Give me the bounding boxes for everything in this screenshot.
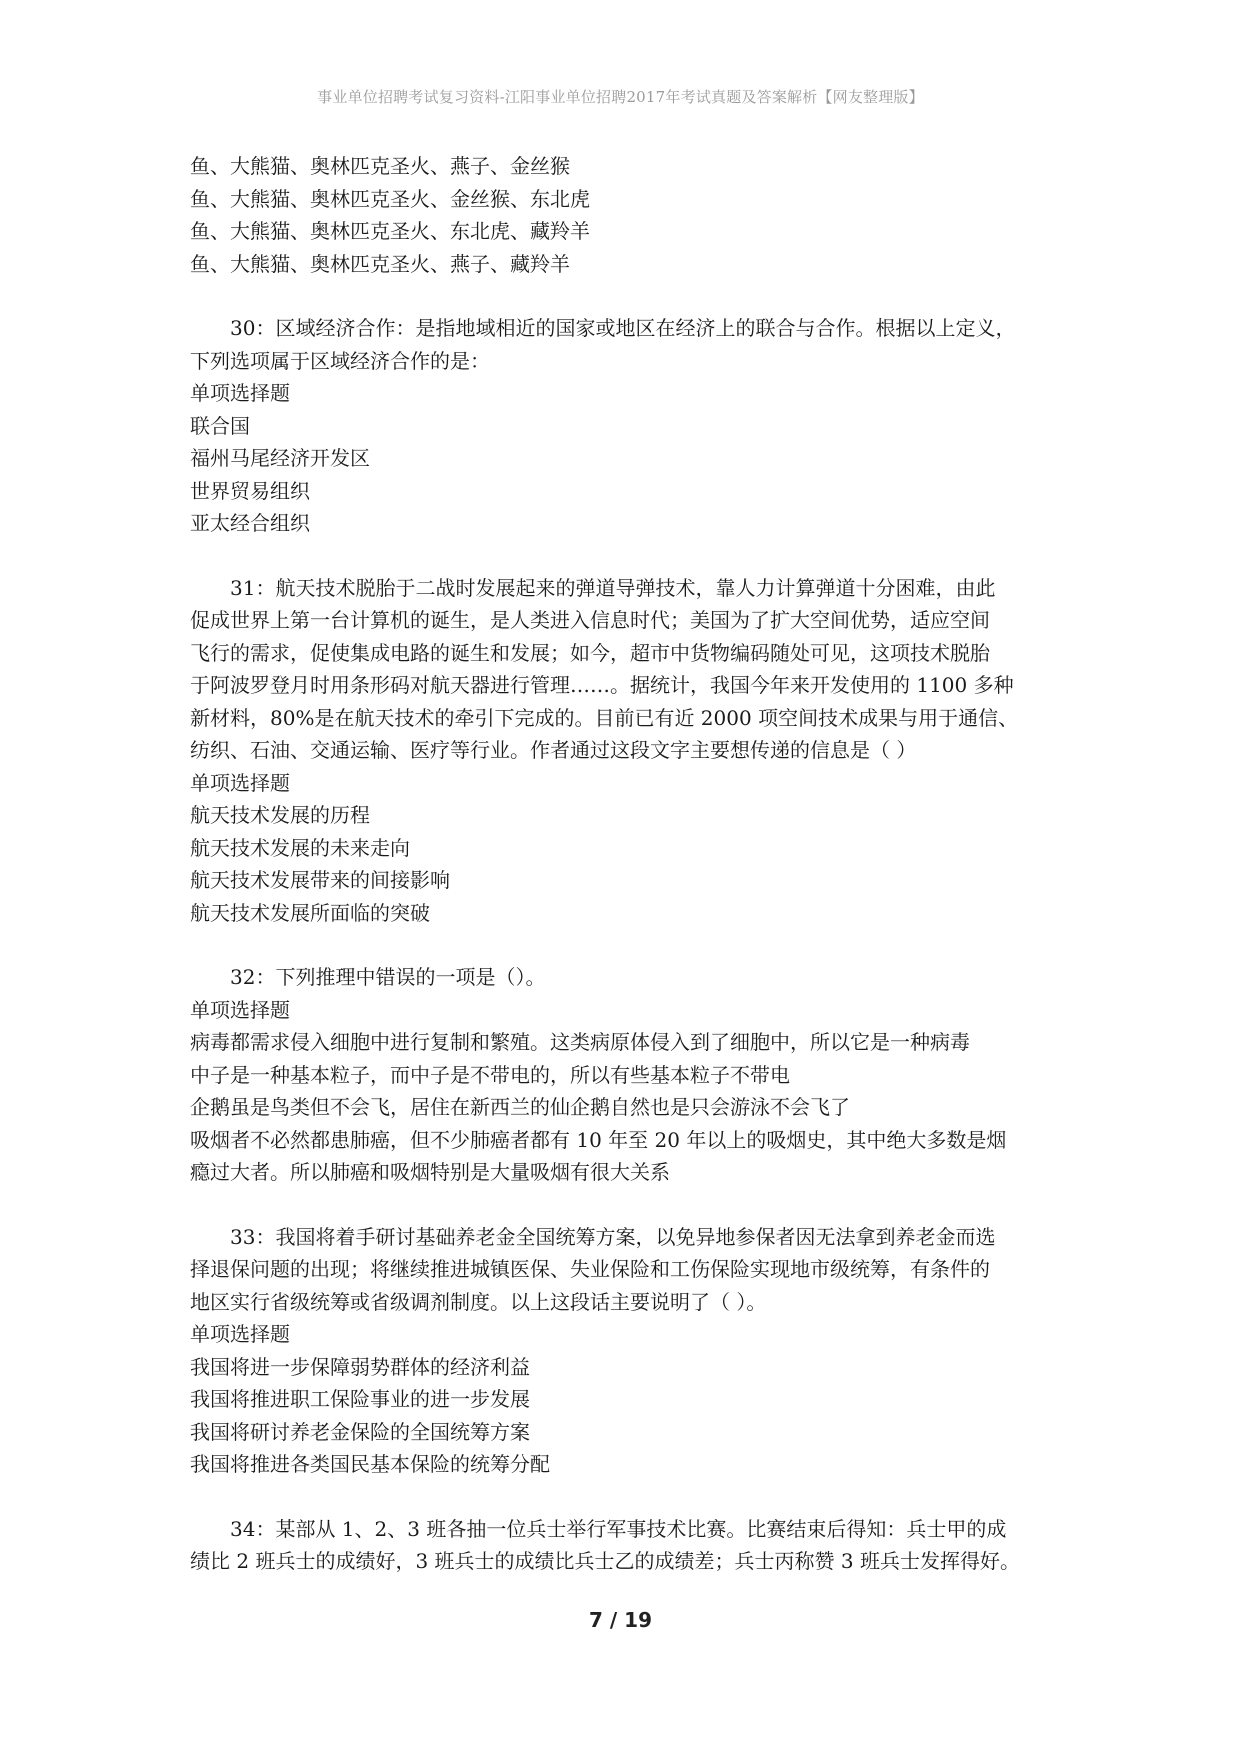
question-31 — [190, 572, 1070, 930]
option-line: 航天技术发展带来的间接影响 — [190, 868, 450, 892]
question-stem: 34：某部从 1、2、3 班各抽一位兵士举行军事技术比赛。比赛结束后得知：兵士甲的成 — [230, 1516, 1007, 1541]
page-header: 事业单位招聘考试复习资料-江阳事业单位招聘2017年考试真题及答案解析【网友整理版】 — [317, 88, 924, 106]
option-line: 我国将研讨养老金保险的全国统筹方案 — [190, 1419, 530, 1444]
question-type: 单项选择题 — [190, 1322, 290, 1346]
option-line: 福州马尾经济开发区 — [190, 446, 370, 470]
question-stem: 纺织、石油、交通运输、医疗等行业。作者通过这段文字主要想传递的信息是（ ） — [190, 738, 917, 762]
question-type: 单项选择题 — [190, 770, 290, 795]
option-line: 世界贸易组织 — [190, 478, 310, 503]
option-line: 企鹅虽是鸟类但不会飞，居住在新西兰的仙企鹅自然也是只会游泳不会飞了 — [190, 1095, 850, 1119]
question-32 — [190, 961, 1070, 1189]
option-line: 病毒都需求侵入细胞中进行复制和繁殖。这类病原体侵入到了细胞中，所以它是一种病毒 — [190, 1030, 970, 1054]
document-body — [190, 150, 1070, 1578]
option-line: 航天技术发展的未来走向 — [190, 835, 410, 860]
question-stem: 绩比 2 班兵士的成绩好，3 班兵士的成绩比兵士乙的成绩差；兵士丙称赞 3 班兵士发挥得好。 — [190, 1549, 1020, 1573]
question-stem: 新材料，80%是在航天技术的牵引下完成的。目前已有近 2000 项空间技术成果与用于通信、 — [190, 705, 1019, 730]
option-line: 联合国 — [190, 413, 250, 438]
option-line: 航天技术发展所面临的突破 — [190, 900, 430, 925]
prev-options — [190, 150, 1070, 280]
option-line: 航天技术发展的历程 — [190, 803, 370, 827]
question-33 — [190, 1221, 1070, 1481]
option-line: 吸烟者不必然都患肺癌，但不少肺癌者都有 10 年至 20 年以上的吸烟史，其中绝大多数是烟 — [190, 1127, 1007, 1152]
question-stem: 30：区域经济合作：是指地域相近的国家或地区在经济上的联合与合作。根据以上定义， — [230, 316, 1016, 340]
option-line: 我国将推进职工保险事业的进一步发展 — [190, 1387, 530, 1411]
question-stem: 地区实行省级统筹或省级调剂制度。以上这段话主要说明了（ ）。 — [190, 1289, 767, 1314]
option-line: 我国将进一步保障弱势群体的经济利益 — [190, 1354, 530, 1379]
question-stem: 32：下列推理中错误的一项是（）。 — [230, 965, 546, 989]
question-type: 单项选择题 — [190, 381, 290, 405]
option-line: 瘾过大者。所以肺癌和吸烟特别是大量吸烟有很大关系 — [190, 1160, 670, 1184]
page-number: 7 / 19 — [589, 1608, 652, 1632]
option-line: 我国将推进各类国民基本保险的统筹分配 — [190, 1452, 550, 1476]
question-stem: 下列选项属于区域经济合作的是： — [190, 348, 490, 373]
question-34 — [190, 1513, 1070, 1578]
question-stem: 33：我国将着手研讨基础养老金全国统筹方案，以免异地参保者因无法拿到养老金而选 — [230, 1224, 996, 1249]
option-line: 亚太经合组织 — [190, 511, 310, 535]
question-stem: 于阿波罗登月时用条形码对航天器进行管理……。据统计，我国今年来开发使用的 1100 多种 — [190, 673, 1014, 697]
option-line: 鱼、大熊猫、奥林匹克圣火、金丝猴、东北虎 — [190, 186, 590, 211]
question-stem: 31：航天技术脱胎于二战时发展起来的弹道导弹技术，靠人力计算弹道十分困难，由此 — [230, 575, 996, 600]
option-line: 鱼、大熊猫、奥林匹克圣火、东北虎、藏羚羊 — [190, 219, 590, 243]
option-line: 鱼、大熊猫、奥林匹克圣火、燕子、金丝猴 — [190, 154, 570, 178]
question-30 — [190, 312, 1070, 540]
question-stem: 飞行的需求，促使集成电路的诞生和发展；如今，超市中货物编码随处可见，这项技术脱胎 — [190, 640, 990, 665]
question-stem: 择退保问题的出现；将继续推进城镇医保、失业保险和工伤保险实现地市级统筹，有条件的 — [190, 1257, 990, 1281]
question-stem: 促成世界上第一台计算机的诞生，是人类进入信息时代；美国为了扩大空间优势，适应空间 — [190, 608, 990, 632]
question-type: 单项选择题 — [190, 997, 290, 1022]
option-line: 鱼、大熊猫、奥林匹克圣火、燕子、藏羚羊 — [190, 251, 570, 276]
option-line: 中子是一种基本粒子，而中子是不带电的，所以有些基本粒子不带电 — [190, 1062, 790, 1087]
